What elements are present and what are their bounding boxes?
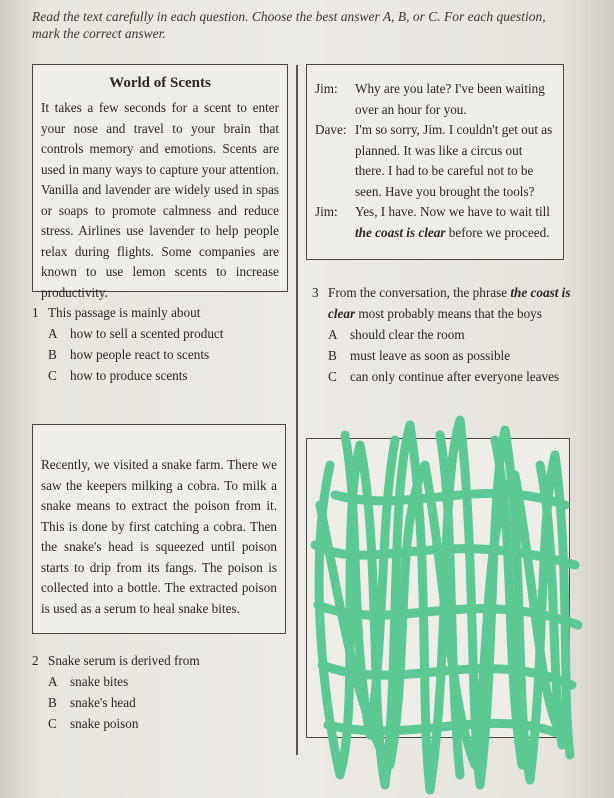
option-text: can only continue after everyone leaves xyxy=(350,369,560,384)
stem-emphasis: the coast is clear xyxy=(328,285,571,321)
question-number: 2 xyxy=(32,653,39,668)
answer-option-a[interactable] xyxy=(48,323,292,344)
answer-option-b[interactable] xyxy=(48,692,292,713)
speaker: Dave: xyxy=(315,122,347,137)
passage-title: World of Scents xyxy=(109,75,211,91)
answer-option-c[interactable] xyxy=(48,365,292,386)
answer-option-a[interactable] xyxy=(48,671,292,692)
option-text: snake bites xyxy=(70,674,129,689)
answer-option-a[interactable] xyxy=(328,324,572,345)
option-letter: B xyxy=(48,695,57,710)
question-stem: This passage is mainly about xyxy=(48,305,201,320)
answer-option-b[interactable] xyxy=(328,345,572,366)
question-1 xyxy=(32,302,292,386)
passage-snake-farm xyxy=(32,424,286,634)
speaker: Jim: xyxy=(315,204,338,219)
option-letter: A xyxy=(328,327,338,342)
option-text: snake's head xyxy=(70,695,136,710)
option-letter: B xyxy=(48,347,57,362)
option-text: should clear the room xyxy=(350,327,465,342)
question-3 xyxy=(312,282,572,387)
option-letter: B xyxy=(328,348,337,363)
dialogue-line xyxy=(315,120,555,202)
answer-option-b[interactable] xyxy=(48,344,292,365)
line-text xyxy=(355,202,555,243)
option-letter: C xyxy=(328,369,337,384)
option-text: snake poison xyxy=(70,716,139,731)
question-2 xyxy=(32,650,292,734)
option-letter: C xyxy=(48,368,57,383)
option-letter: A xyxy=(48,674,58,689)
stem-after: most probably means that the boys xyxy=(355,306,542,321)
dialogue-line xyxy=(315,202,555,243)
question-stem xyxy=(328,282,572,324)
instructions: Read the text carefully in each question. Choose the best answer A, B, or C. For each question, mark the correct answer. xyxy=(32,9,546,41)
dialogue-line xyxy=(315,79,555,120)
speaker: Jim: xyxy=(315,81,338,96)
scribble-overlay-icon xyxy=(300,405,590,795)
dialogue-box xyxy=(306,64,564,260)
line-text-after: before we proceed. xyxy=(445,224,550,240)
option-text: must leave as soon as possible xyxy=(350,348,511,363)
passage-world-of-scents xyxy=(32,64,288,300)
answer-option-c[interactable] xyxy=(328,366,572,387)
option-text: how to sell a scented product xyxy=(70,326,224,341)
option-letter: A xyxy=(48,326,58,341)
question-number: 1 xyxy=(32,305,39,320)
option-letter: C xyxy=(48,716,57,731)
column-divider xyxy=(296,65,298,755)
question-number: 3 xyxy=(312,285,319,300)
option-text: how to produce scents xyxy=(70,368,188,383)
line-text: Why are you late? I've been waiting over an hour for you. xyxy=(355,81,545,117)
question-stem: Snake serum is derived from xyxy=(48,653,200,668)
passage-text: It takes a few seconds for a scent to enter your nose and travel to your brain that controls memory and emotions. Scents are used in many ways to capture your attention. Vanilla and lavender are widely used in spas or soaps to promote calmness and reduce stress. Airlines use lavender to help people relax during flights. Some companies are known to use lemon scents to increase productivity. xyxy=(41,100,279,300)
line-text-before: Yes, I have. Now we have to wait till xyxy=(355,204,550,219)
option-text: how people react to scents xyxy=(70,347,210,362)
passage-text: Recently, we visited a snake farm. There we saw the keepers milking a cobra. To milk a snake means to extract the poison from it. This is done by first catching a cobra. Then the snake's head is squeezed until poison starts to drip from its fangs. The poison is collected into a bottle. The extracted poison is used as a serum to heal snake bites. xyxy=(41,457,277,616)
idiom-emphasis: the coast is clear xyxy=(355,224,446,240)
answer-option-c[interactable] xyxy=(48,713,292,734)
line-text: I'm so sorry, Jim. I couldn't get out as planned. It was like a circus out there. I had to be careful not to be seen. Have you brought the tools? xyxy=(355,122,553,199)
stem-before: From the conversation, the phrase xyxy=(328,285,511,300)
